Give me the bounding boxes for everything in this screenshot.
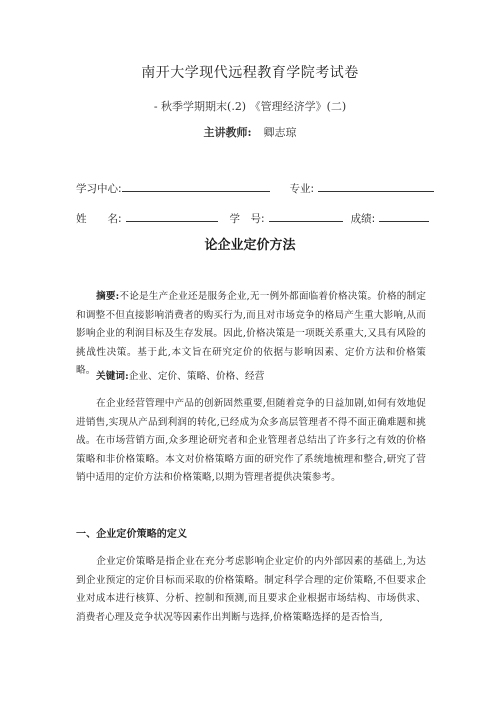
keywords-text: 企业、定价、策略、价格、经营 [128, 371, 265, 382]
lecturer-line [0, 124, 500, 140]
center-field[interactable] [122, 180, 270, 192]
id-field[interactable] [269, 210, 343, 222]
id-label: 学 号: [229, 213, 265, 225]
intro-text: 在企业经营管理中产品的创新固然重要,但随着竞争的日益加剧,如何有效地促进销售,实现从产品到利润的转化,已经成为众多高层管理者不得不面正确难题和挑战。在市场营销方面,众多理论研究者和企业管理者总结出了许多行之有效的价格策略和非价格策略。本文对价格策略方面的研究作了系统地梳理和整合,研究了营销中适用的定价方法和价格策略,以期为管理者提供决策参考。 [76, 398, 426, 483]
major-label: 专业: [289, 183, 315, 195]
abstract-label: 摘要: [96, 291, 120, 302]
lecturer-label: 主讲教师: [203, 126, 252, 139]
center-label: 学习中心: [76, 183, 122, 195]
abstract-paragraph [76, 288, 426, 381]
name-label: 姓 名: [76, 213, 122, 225]
abstract-text: 不论是生产企业还是服务企业,无一例外都面临着价格决策。价格的制定和调整不但直接影响消费者的购买行为,而且对市场竞争的格局产生重大影响,从而影响企业的利润目标及生存发展。因此,价格决策是一项既关系重大,又具有风险的挑战性决策。基于此,本文旨在研究定价的依据与影响因素、定价方法和价格策略。 [76, 291, 427, 376]
keywords-paragraph [76, 368, 426, 387]
form-row-center [76, 180, 434, 196]
keywords-label: 关键词: [96, 371, 129, 382]
form-row-student [76, 210, 429, 226]
exam-subtitle: - 秋季学期期末(.2) 《管理经济学》(二) [153, 100, 347, 113]
intro-paragraph [76, 395, 426, 488]
name-field[interactable] [126, 210, 218, 222]
exam-title: 南开大学现代远程教育学院考试卷 [141, 65, 359, 81]
section1-text: 企业定价策略是指企业在充分考虑影响企业定价的内外部因素的基础上,为达到企业预定的定价目标而采取的价格策略。制定科学合理的定价策略,不但要求企业对成本进行核算、分析、控制和预测,而且要求企业根据市场结构、市场供求、消费者心理及竞争状况等因素作出判断与选择,价格策略选择的是否恰当, [76, 556, 426, 623]
score-field[interactable] [379, 210, 429, 222]
section1-paragraph [76, 553, 426, 627]
score-label: 成绩: [350, 213, 376, 225]
section-heading: 一、企业定价策略的定义 [76, 529, 188, 540]
major-field[interactable] [318, 180, 434, 192]
essay-title: 论企业定价方法 [204, 238, 296, 253]
lecturer-name: 卿志琼 [263, 126, 297, 139]
